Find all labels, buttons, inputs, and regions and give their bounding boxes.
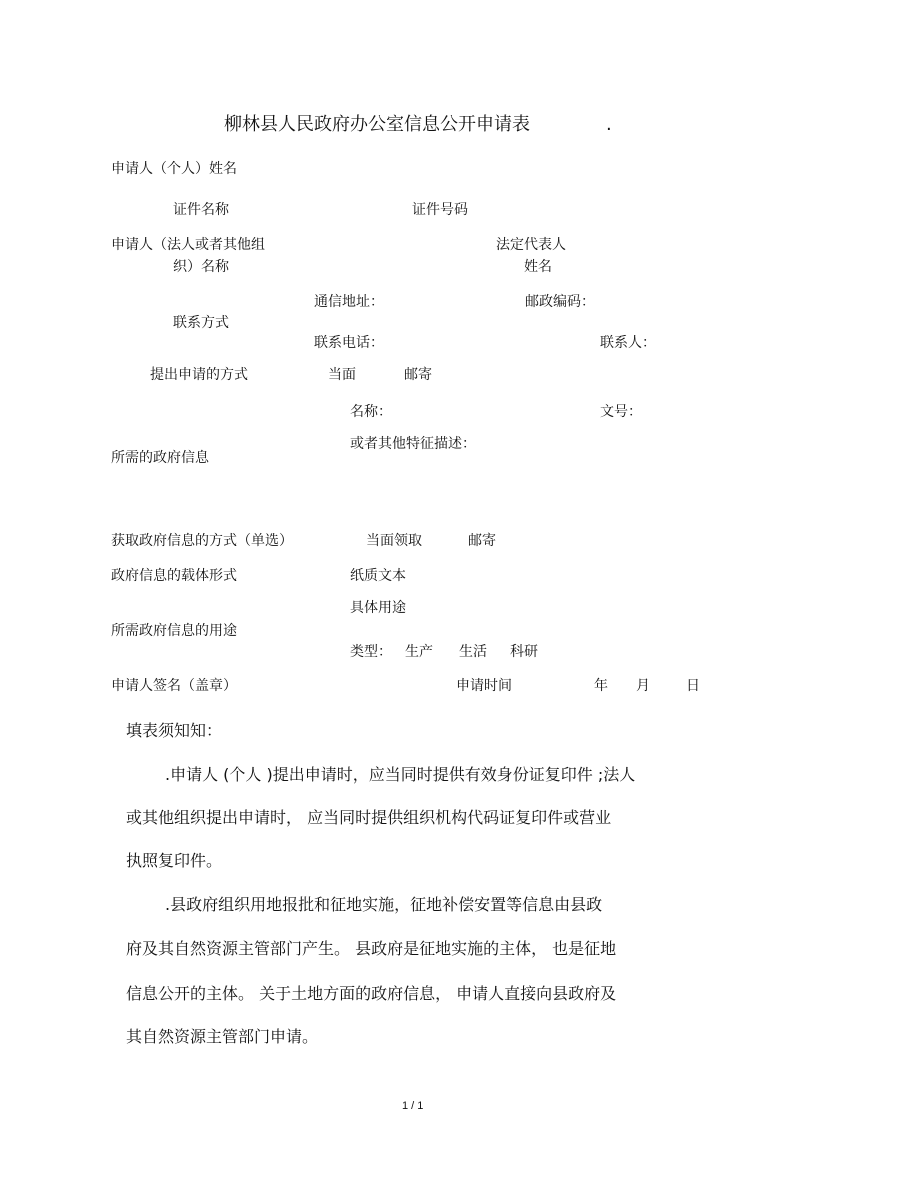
year-label: 年 [594, 678, 608, 694]
type-production-option: 生产 [405, 644, 433, 660]
applicant-org-label-line2: 织）名称 [173, 259, 229, 275]
usage-label: 所需政府信息的用途 [111, 623, 237, 639]
phone-label: 联系电话： [314, 335, 384, 351]
note-2-line-3: 信息公开的主体。 关于土地方面的政府信息， 申请人直接向县政府及 [126, 984, 617, 1003]
type-life-option: 生活 [459, 644, 487, 660]
apply-by-mail-option: 邮寄 [404, 367, 432, 383]
address-label: 通信地址： [314, 294, 384, 310]
applicant-person-name-label: 申请人（个人）姓名 [111, 161, 237, 177]
note-1-line-3: 执照复印件。 [126, 851, 223, 870]
page-title: 柳林县人民政府办公室信息公开申请表 [224, 114, 530, 135]
id-name-label: 证件名称 [173, 202, 229, 218]
legal-rep-label-line2: 姓名 [524, 259, 552, 275]
note-1-line-2: 或其他组织提出申请时， 应当同时提供组织机构代码证复印件或营业 [126, 808, 612, 827]
obtain-in-person-option: 当面领取 [366, 533, 422, 549]
doc-number-label: 文号： [600, 404, 642, 420]
applicant-org-label-line1: 申请人（法人或者其他组 [111, 237, 265, 253]
note-2-line-4: 其自然资源主管部门申请。 [126, 1027, 319, 1046]
postal-code-label: 邮政编码： [525, 294, 595, 310]
id-number-label: 证件号码 [412, 202, 468, 218]
carrier-form-label: 政府信息的载体形式 [111, 568, 237, 584]
contact-method-label: 联系方式 [173, 315, 229, 331]
type-label: 类型： [350, 644, 392, 660]
info-name-label: 名称： [350, 404, 392, 420]
obtain-by-mail-option: 邮寄 [468, 533, 496, 549]
month-label: 月 [636, 678, 650, 694]
apply-time-label: 申请时间 [456, 678, 512, 694]
note-1-line-1: .申请人 (个人 )提出申请时，应当同时提供有效身份证复印件 ;法人 [165, 765, 636, 784]
apply-in-person-option: 当面 [328, 367, 356, 383]
legal-rep-label-line1: 法定代表人 [496, 237, 566, 253]
specific-use-label: 具体用途 [350, 600, 406, 616]
note-2-line-1: .县政府组织用地报批和征地实施，征地补偿安置等信息由县政 [165, 895, 603, 914]
title-dot: . [606, 114, 612, 135]
obtain-method-label: 获取政府信息的方式（单选） [111, 533, 293, 549]
page-number: 1 / 1 [402, 1100, 424, 1112]
day-label: 日 [686, 678, 700, 694]
signature-label: 申请人签名（盖章） [111, 678, 237, 694]
note-2-line-2: 府及其自然资源主管部门产生。 县政府是征地实施的主体， 也是征地 [126, 939, 617, 958]
other-features-label: 或者其他特征描述： [350, 436, 476, 452]
type-research-option: 科研 [510, 644, 538, 660]
contact-person-label: 联系人： [600, 335, 656, 351]
paper-text-option: 纸质文本 [350, 568, 406, 584]
notes-heading: 填表须知知： [126, 721, 223, 740]
apply-method-label: 提出申请的方式 [150, 367, 248, 383]
required-info-label: 所需的政府信息 [111, 450, 209, 466]
